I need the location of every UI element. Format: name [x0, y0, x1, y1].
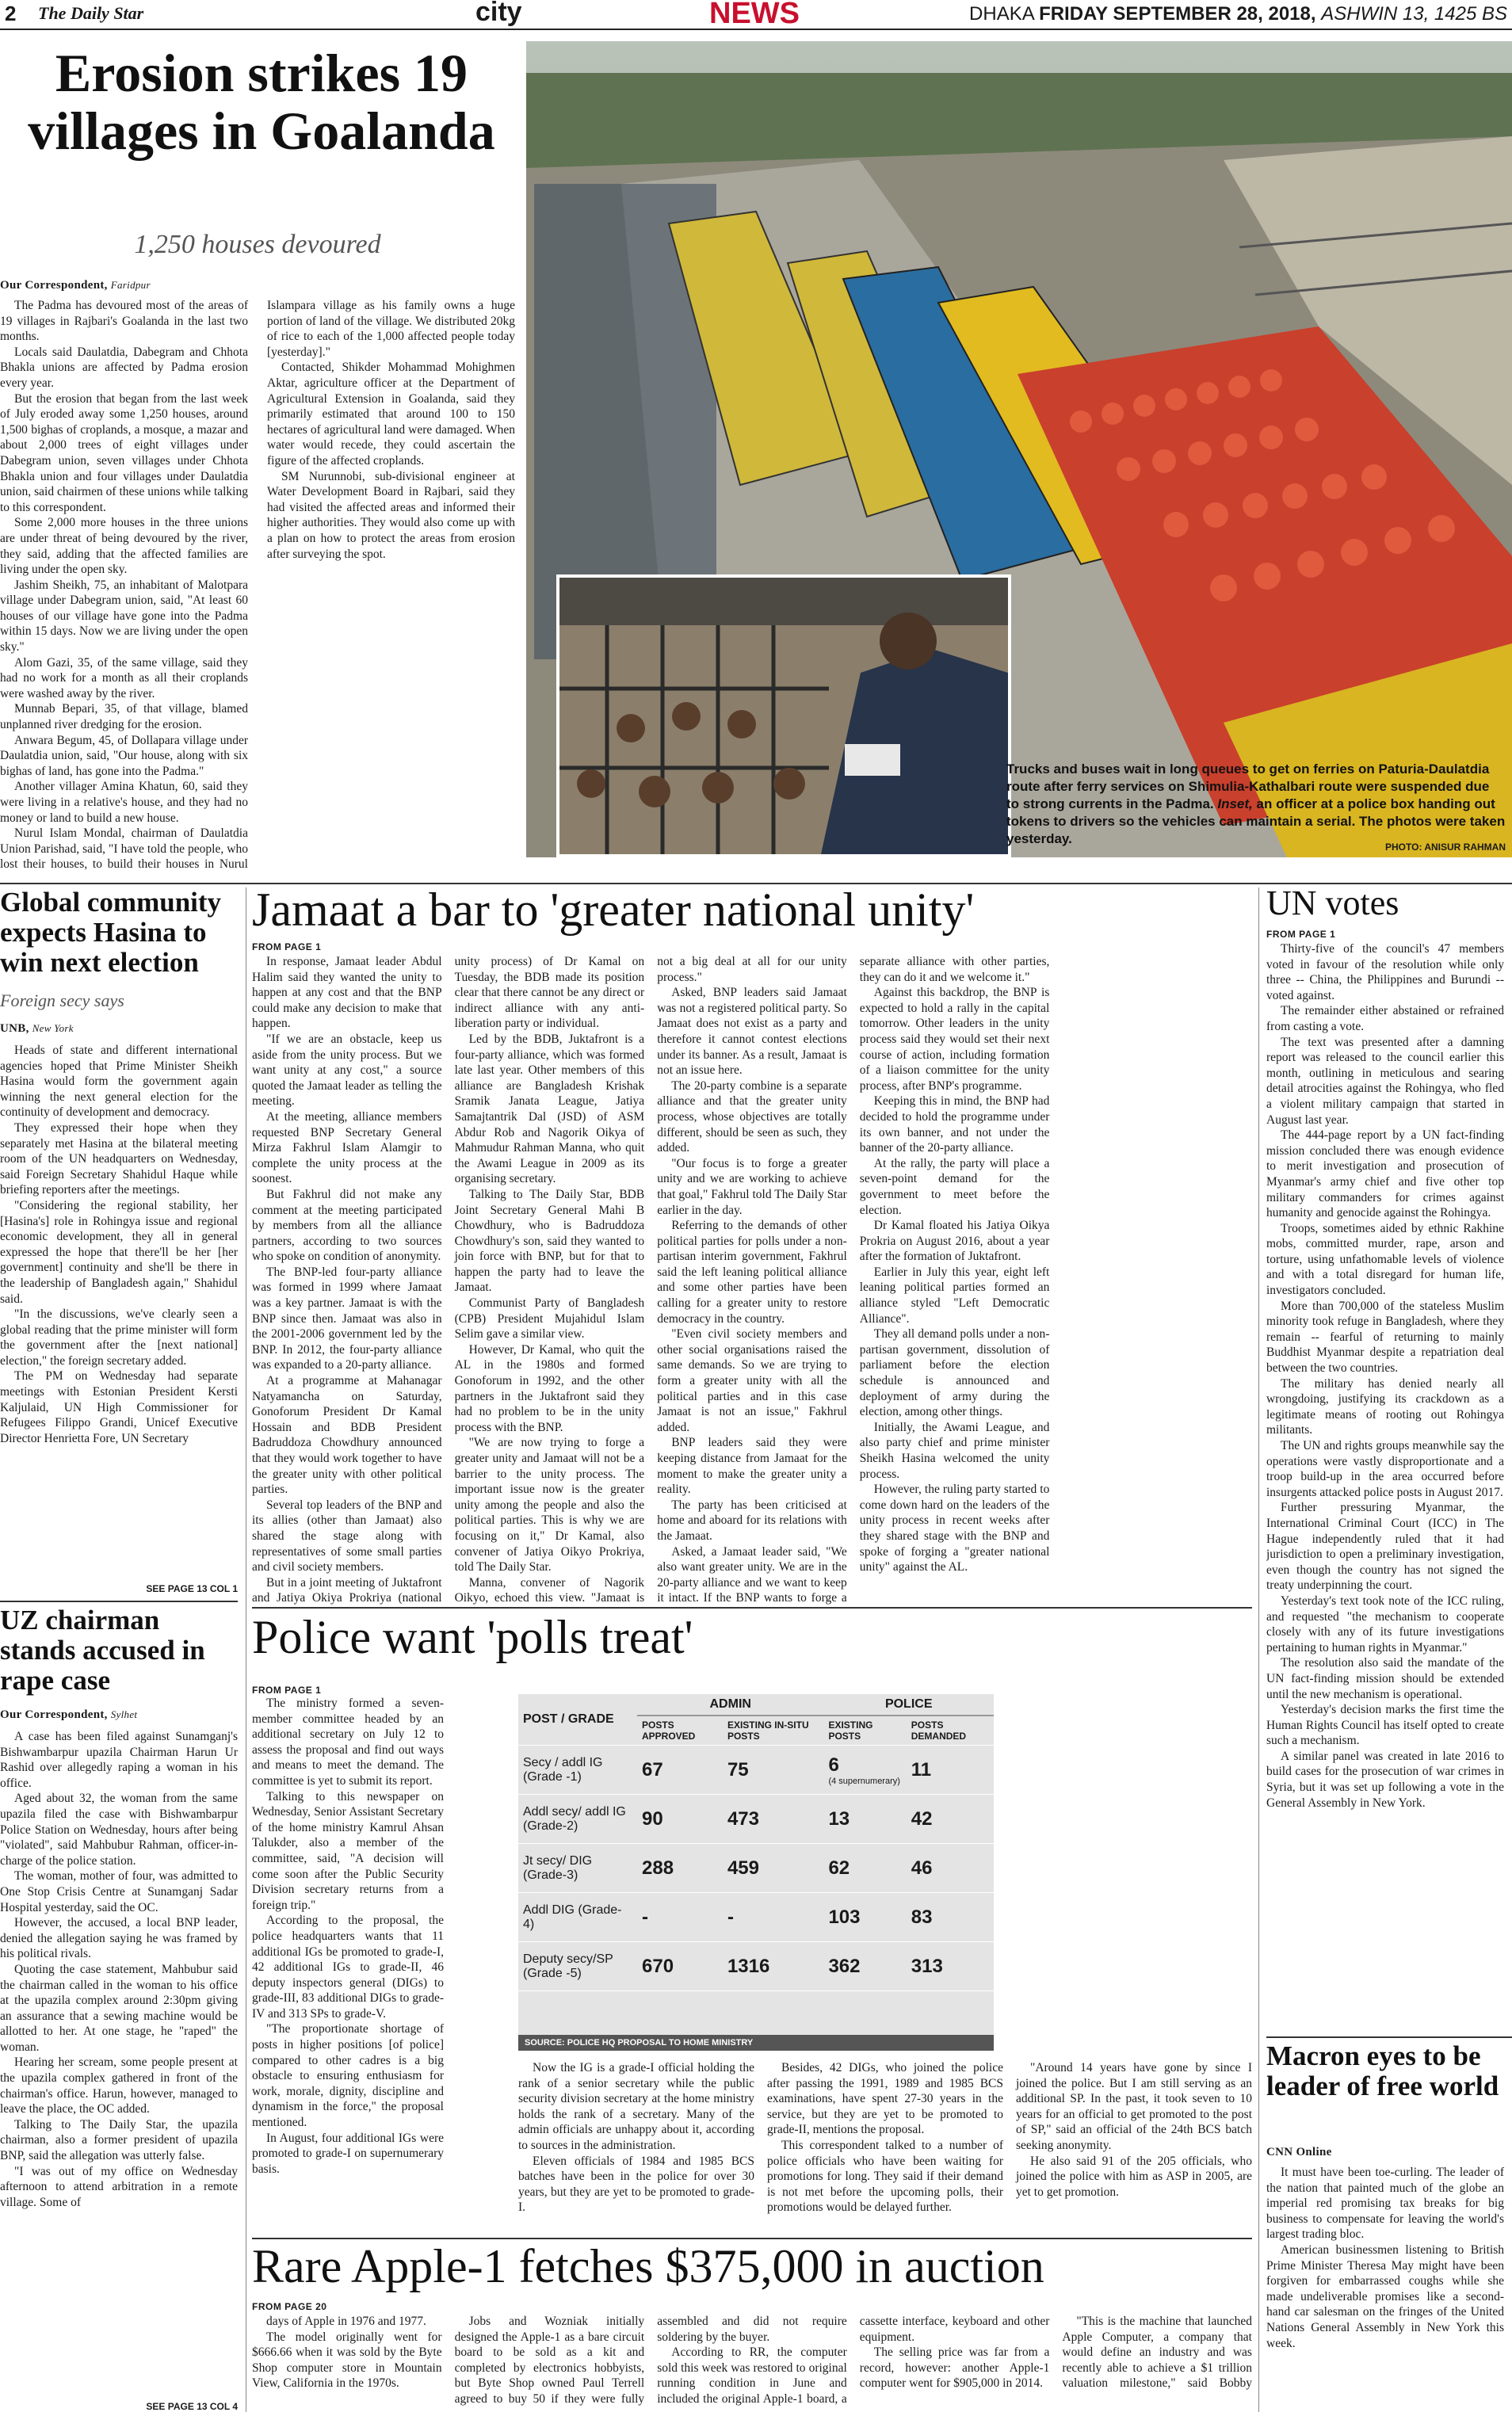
paragraph: Some 2,000 more houses in the three unions are under threat of being devoured by the river, they said, adding that the affected families are living under the open sky. — [0, 516, 248, 577]
paragraph: Eleven officials of 1984 and 1985 BCS batches have been in the police for over 30 years, but they are yet to be promoted to grade-I. — [518, 2154, 754, 2215]
paragraph: "Our focus is to forge a greater unity and we are working to achieve that goal," Fakhrul told The Daily Star earlier in the day. — [657, 1156, 847, 1217]
section-divider-2 — [252, 1607, 1252, 1609]
paragraph: The BNP-led four-party alliance was formed in 1999 where Jamaat was a key partner. Jamaat is with the BNP since then. Jamaat was also in the 2001-2006 government led by the BNP. In 2012, the four-party alliance was expanded to a 20-party alliance. — [252, 1265, 442, 1372]
cell-demanded: 46 — [911, 1857, 933, 1879]
global-body — [0, 1043, 238, 1578]
paragraph: This correspondent talked to a number of police officials who have been waiting for promotions for long. They said if their demand is not met before the upcoming polls, their promotions would be delayed further. — [767, 2138, 1003, 2215]
paragraph: A similar panel was created in late 2016 to build cases for the prosecution of war crimes in Syria, but it was set up following a vote in the General Assembly in New York. — [1266, 1749, 1504, 1810]
paragraph: According to the proposal, the police headquarters wants that 11 additional IGs be promoted to grade-I, 42 additional IGs to grade-II, 46 deputy inspectors general (DIGs) to grade-III, 83 additional DIGs to grade-IV and 313 SPs to grade-V. — [252, 1914, 444, 2021]
cell-post: Addl DIG (Grade-4) — [523, 1903, 622, 1931]
table-source: SOURCE: POLICE HQ PROPOSAL TO HOME MINISTRY — [518, 2035, 994, 2051]
paragraph: "We are now trying to forge a greater unity and Jamaat will not be a barrier to the unity process. The important issue now is the greater unity among the people and also the political parties. This is why we are focusing on it," Dr Kamal, also convener of Jatiya Oikyo Prokriya, told The Daily Star. — [454, 1436, 645, 1574]
section-divider-3 — [252, 2238, 1252, 2239]
paragraph: SM Nurunnobi, sub-divisional engineer at Water Development Board in Rajbari, said they had visited the affected areas and informed their higher authorities. They would also come up with a plan on how to protect the areas from erosion after surveying the spot. — [267, 469, 515, 561]
cell-post: Secy / addl IG (Grade -1) — [523, 1755, 603, 1784]
paragraph: But Fakhrul did not make any comment at the meeting participated by members from all the alliance partners, according to two sources who spoke on condition of anonymity. — [252, 1187, 442, 1264]
police-headline: Police want 'polls treat' — [252, 1611, 693, 1663]
paragraph: Led by the BDB, Juktafront is a four-party alliance, which was formed late last year. Other members of this alliance are Bangladesh Krishak Sramik Janata League, Jatiya Samajtantrik Dal (JSD) of ASM Abdur Rob and Nagorik Oikya of Mahmudur Rahman Manna, who quit the Awami League in 2009 as its organising secretary. — [454, 1032, 645, 1186]
table-row — [518, 1844, 994, 1893]
paragraph: The 444-page report by a UN fact-finding mission concluded there was enough evidence to merit investigation and prosecution of Myanmar's army chief and five other top military commanders for crimes against humanity and genocide against the Rohingya. — [1266, 1128, 1504, 1220]
paragraph: In response, Jamaat leader Abdul Halim said they wanted the unity to happen at any cost and that the BNP could make any decision to make that happen. — [252, 955, 442, 1031]
cell-existing: 62 — [828, 1857, 850, 1879]
page-header — [0, 0, 1512, 30]
paragraph: The UN and rights groups meanwhile say the operations were vastly disproportionate and a troop build-up in the area occurred before insurgents attacked police posts in August 2017. — [1266, 1439, 1504, 1499]
paragraph: "The proportionate shortage of posts in higher positions [of police] compared to other cadres is a big obstacle to ensuring enthusiasm for work, morale, dignity, discipline and dynamism in the force," the proposal mentioned. — [252, 2022, 444, 2130]
paragraph: According to RR, the computer sold this week was restored to original running condition in June and included the original Apple-1 board, a cassette interface, keyboard and other equipment. — [657, 2315, 1050, 2406]
promotion-table-grid — [518, 1694, 994, 1991]
paragraph: Talking to The Daily Star, BDB Joint Secretary General Mahi B Chowdhury, who is Badruddoza Chowdhury's son, said they wanted to join force with BNP, but for that to happen the party had to leave the Jamaat. — [454, 1187, 645, 1295]
paragraph: The model originally went for $666.66 when it was sold by the Byte Shop computer store in Mountain View, California in the 1970s. — [252, 2330, 442, 2391]
global-byline: UNB, New York — [0, 1022, 74, 1035]
apple-story — [252, 2241, 1252, 2415]
table-row — [518, 1893, 994, 1942]
paragraph: Locals said Daulatdia, Dabegram and Chhota Bhakla unions are affected by Padma erosion every year. — [0, 345, 248, 390]
col-posts-approved: POSTS APPROVED — [637, 1716, 723, 1746]
paragraph: However, the ruling party started to come down hard on the leaders of the unity process in recent weeks after they shared stage with the BNP and spoke of forging a "greater national unity" against the AL. — [859, 1483, 1050, 1574]
apple-headline: Rare Apple-1 fetches $375,000 in auction — [252, 2240, 1044, 2292]
page-number: 2 — [5, 2, 17, 25]
paragraph: Troops, sometimes aided by ethnic Rakhine mobs, committed murder, rape, arson and torture, using unfathomable levels of violence and with a total disregard for human life, investigators concluded. — [1266, 1221, 1504, 1298]
paragraph: Further pressuring Myanmar, the International Criminal Court (ICC) in The Hague independently ruled that it had jurisdiction to open a preliminary investigation, even though the country has not signed the treaty underpinning the court. — [1266, 1501, 1504, 1593]
photo-caption: Trucks and buses wait in long queues to get on ferries on Paturia-Daulatdia route after ferry services on Shimulia-Kathalbari route were suspended due to strong currents in the Padma. Inset, an officer at a police box handing out tokens to drivers so the vehicles can maintain a serial. The photos were taken yesterday. — [1006, 761, 1506, 846]
inset-photo — [556, 574, 1011, 857]
un-body — [1266, 941, 1504, 2025]
paragraph: "In the discussions, we've clearly seen a global reading that the prime minister will form the government after the [next national] election," the foreign secretary added. — [0, 1307, 238, 1368]
paragraph: At the meeting, alliance members requested BNP Secretary General Mirza Fakhrul Islam Alamgir to complete the unity process at the soonest. — [252, 1109, 442, 1186]
paragraph: Communist Party of Bangladesh (CPB) President Mujahidul Islam Selim gave a similar view. — [454, 1296, 645, 1342]
group-admin: ADMIN — [637, 1694, 823, 1716]
police-from-page: FROM PAGE 1 — [252, 1685, 322, 1696]
paragraph: Against this backdrop, the BNP is expected to hold a rally in the capital tomorrow. Other leaders in the unity process said they would set their next course of action, including formation of a liaison committee for the unity process, after BNP's programme. — [859, 986, 1050, 1093]
paragraph: The PM on Wednesday had separate meetings with Estonian President Kersti Kaljulaid, UN High Commissioner for Refugees Filippo Grandi, Unicef Executive Director Henrietta Fore, UN Secretary — [0, 1369, 238, 1445]
paragraph: The Padma has devoured most of the areas of 19 villages in Rajbari's Goalanda in the last two months. — [0, 299, 248, 344]
section-name: city — [475, 0, 522, 27]
cell-existing: 6 — [828, 1754, 839, 1776]
paragraph: Hearing her scream, some people present at the upazila complex gathered in front of the chairman's office. Harun, however, managed to leave the place, the OC added. — [0, 2055, 238, 2116]
paragraph: Anwara Begum, 45, of Dollapara village under Daulatdia union, said, "Our house, along with six bighas of land, has gone into the Padma." — [0, 733, 248, 778]
police-body-right — [518, 2060, 1252, 2219]
cell-demanded: 313 — [911, 1955, 943, 1977]
photo-caption-block — [1006, 761, 1506, 856]
global-headline: Global community expects Hasina to win next election — [0, 887, 222, 978]
uz-body — [0, 1729, 238, 2398]
paragraph: Contacted, Shikder Mohammad Mohighmen Aktar, agriculture officer at the Department of Agricultural Extension in Goalanda, said they primarily estimated that around 100 to 150 hectares of agricultural land were damaged. When water would recede, they could ascertain the figure of the affected croplands. — [267, 361, 515, 468]
table-row — [518, 1746, 994, 1795]
paragraph: The resolution also said the mandate of the UN fact-finding mission should be extended until the new mechanism is operational. — [1266, 1656, 1504, 1701]
paragraph: "Considering the regional stability, her [Hasina's] role in Rohingya issue and regional economic development, they all in general expressed the hope that there'll be her [her government] continuity and she'll be there in the leadership of Bangladesh again," Shahidul said. — [0, 1198, 238, 1306]
col-posts-demanded: POSTS DEMANDED — [907, 1716, 994, 1746]
police-body-left — [252, 1696, 444, 2219]
paragraph: It must have been toe-curling. The leader of the nation that painted much of the globe an imperial red promising tax breaks for big business to compensate for leaving the world's largest trading bloc. — [1266, 2166, 1504, 2242]
column-divider — [0, 1601, 238, 1602]
erosion-story — [0, 40, 515, 872]
paragraph: Asked, BNP leaders said Jamaat was not a registered political party. So Jamaat does not exist as a party and therefore it cannot contest elections under its banner. As a result, Jamaat is not an issue here. — [657, 986, 847, 1078]
paragraph: The selling price was far from a record, however: another Apple-1 computer went for $905,000 in 2014. — [859, 2345, 1050, 2391]
cell-existing: 13 — [828, 1807, 850, 1830]
un-story — [1266, 884, 1512, 2025]
cell-insitu: 459 — [727, 1857, 759, 1879]
paragraph: Dr Kamal floated his Jatiya Oikya Prokria on August 2016, about a year after the formation of Juktafront. — [859, 1219, 1050, 1264]
paragraph: BNP leaders said they were keeping distance from Jamaat for the moment to make the greater unity a reality. — [657, 1436, 847, 1497]
paragraph: Manna, convener of Nagorik Oikyo, echoed this view. "Jamaat is not a big deal at all for our unity process." — [454, 955, 847, 1605]
paragraph: They all demand polls under a non-partisan government, dissolution of parliament before the election schedule is announced and deployment of army during the election, among other things. — [859, 1327, 1050, 1419]
paragraph: Heads of state and different international agencies hoped that Prime Minister Sheikh Hasina would form the government again winning the next general election for the continuity of development and democracy. — [0, 1044, 238, 1120]
paragraph: However, the accused, a local BNP leader, denied the allegation saying he was framed by his political rivals. — [0, 1916, 238, 1961]
cell-approved: 670 — [642, 1955, 674, 1977]
paragraph: Munnab Bepari, 35, of that village, blamed unplanned river dredging for the erosion. — [0, 702, 248, 732]
apple-from-page: FROM PAGE 20 — [252, 2301, 327, 2312]
cell-existing: 362 — [828, 1955, 861, 1977]
cell-post: Jt secy/ DIG (Grade-3) — [523, 1853, 593, 1882]
paragraph: Several top leaders of the BNP and its allies (other than Jamaat) also shared the stage along with representatives of some small parties and civil society members. — [252, 1498, 442, 1574]
jamaat-headline: Jamaat a bar to 'greater national unity' — [252, 884, 975, 936]
paragraph: Talking to this newspaper on Wednesday, Senior Assistant Secretary of the home ministry Kamrul Ahsan Talukder, also a member of the committee, said, "A decision will come soon after the Public Security Division secretary returns from a foreign trip." — [252, 1789, 444, 1912]
paragraph: "This is the machine that launched Apple Computer, a company that would define an industry and was recently able to achieve a $1 trillion valuation milestone," said Bobby — [1062, 2315, 1252, 2391]
cell-post: Deputy secy/SP (Grade -5) — [523, 1952, 613, 1980]
uz-byline: Our Correspondent, Sylhet — [0, 1708, 138, 1721]
paragraph: Initially, the Awami League, and also party chief and prime minister Sheikh Hasina welcomed the unity process. — [859, 1420, 1050, 1481]
ferry-queue-photo — [526, 41, 1512, 857]
paragraph: "I was out of my office on Wednesday afternoon to attend arbitration in a remote village. Some of — [0, 2164, 238, 2209]
cell-insitu: 75 — [727, 1758, 749, 1781]
paragraph: Asked, a Jamaat leader said, "We also want greater unity. We are in the 20-party alliance and we want to keep it intact. If the BNP wants to forge a separate alliance with other parties, they can do it and we welcome it." — [657, 955, 1050, 1605]
paragraph: At a programme at Mahanagar Natyamancha on Saturday, Gonoforum President Dr Kamal Hossain and BDB President Badruddoza Chowdhury announced that they would work together to have the greater unity with other political parties. — [252, 1374, 442, 1497]
paragraph: But in a joint meeting of Juktafront and Jatiya Okiya Prokriya (national unity process) of Dr Kamal on Tuesday, the BDB made its position clear that there cannot be any direct or indirect alliance with any anti-liberation party or individual. — [252, 955, 645, 1605]
paragraph: Jobs and Wozniak initially designed the Apple-1 as a bare circuit board to be sold as a kit and completed by electronics hobbyists, but Byte Shop owned Paul Terrell agreed to buy 50 if they were fully assembled and did not require soldering by the buyer. — [454, 2315, 847, 2406]
macron-byline: CNN Online — [1266, 2146, 1332, 2158]
apple-body — [252, 2314, 1252, 2412]
jamaat-story — [252, 884, 1252, 1635]
paragraph: "If we are an obstacle, keep us aside from the unity process. But we want unity at any cost," a source quoted the Jamaat leader as telling the meeting. — [252, 1032, 442, 1109]
col-existing-posts: EXISTING POSTS — [823, 1716, 906, 1746]
macron-body — [1266, 2165, 1504, 2410]
paragraph: They expressed their hope when they separately met Hasina at the bilateral meeting room of the UN headquarters on Wednesday, said Foreign Secretary Shahidul Haque while briefing reporters after the meetings. — [0, 1120, 238, 1197]
paragraph: Talking to The Daily Star, the upazila chairman, also a former president of upazila BNP, said the allegation was utterly false. — [0, 2117, 238, 2163]
masthead-logo: The Daily Star — [38, 3, 144, 23]
vertical-rule-right — [1258, 887, 1259, 2412]
paragraph: Yesterday's decision marks the first time the Human Rights Council has itself opted to create such a mechanism. — [1266, 1703, 1504, 1748]
section-tag: NEWS — [709, 0, 800, 30]
paragraph: Referring to the demands of other political parties for polls under a non-partisan interim government, Fakhrul said the left leaning political alliance and some other parties have been calling for a greater unity to restore democracy in the country. — [657, 1219, 847, 1326]
jamaat-body — [252, 954, 1252, 1609]
paragraph: Yesterday's text took note of the ICC ruling, and requested "the mechanism to cooperate closely with any of its future investigations pertaining to human rights in Myanmar." — [1266, 1593, 1504, 1655]
dateline: DHAKA FRIDAY SEPTEMBER 28, 2018, ASHWIN 13, 1425 BS — [969, 3, 1507, 25]
cell-insitu: - — [727, 1906, 734, 1928]
paragraph: More than 700,000 of the stateless Muslim minority took refuge in Bangladesh, where they remain -- fearful of returning to mainly Buddhist Myanmar despite a repatriation deal between the two countries. — [1266, 1299, 1504, 1376]
paragraph: Quoting the case statement, Mahbubur said the chairman called in the woman to his office at the upazila complex around 2:30pm giving an assurance that a sewing machine would be allotted to her. At one stage, he "raped" the woman. — [0, 1962, 238, 2054]
group-police: POLICE — [823, 1694, 994, 1716]
table-row — [518, 1942, 994, 1991]
paragraph: At the rally, the party will place a seven-point demand for the government to meet before the election. — [859, 1156, 1050, 1217]
macron-headline: Macron eyes to be leader of free world — [1266, 2040, 1499, 2101]
paragraph: The woman, mother of four, was admitted to One Stop Crisis Centre at Sunamganj Sadar Hospital yesterday, said the OC. — [0, 1869, 238, 1914]
paragraph: Another villager Amina Khatun, 60, said they were living in a relative's house, and they had no money or land to build a new house. — [0, 780, 248, 825]
un-headline: UN votes — [1266, 884, 1399, 922]
paragraph: A case has been filed against Sunamganj's Bishwambarpur upazila Chairman Harun Ur Rashid over allegedly raping a woman in his office. — [0, 1730, 238, 1790]
photo-credit: PHOTO: ANISUR RAHMAN — [1385, 842, 1506, 853]
paragraph: The remainder either abstained or refrained from casting a vote. — [1266, 1004, 1504, 1033]
uz-see-page: SEE PAGE 13 COL 4 — [146, 2401, 238, 2412]
macron-story — [1266, 2041, 1512, 2414]
cell-approved: 288 — [642, 1857, 674, 1879]
cell-approved: 67 — [642, 1758, 663, 1781]
paragraph: In August, four additional IGs were promoted to grade-I on supernumerary basis. — [252, 2131, 444, 2176]
erosion-body — [0, 298, 515, 883]
paragraph: Earlier in July this year, eight left leaning political parties formed an alliance styled "Left Democratic Alliance". — [859, 1265, 1050, 1326]
paragraph: Keeping this in mind, the BNP had decided to hold the programme under its own banner, and not under the banner of the 20-party alliance. — [859, 1094, 1050, 1155]
global-see-page: SEE PAGE 13 COL 1 — [146, 1583, 238, 1594]
paragraph: Jashim Sheikh, 75, an inhabitant of Malotpara village under Dabegram union, said, "At least 60 houses of our village have gone into the Padma within 15 days. Now we are living under the open sky." — [0, 578, 248, 655]
paragraph: Besides, 42 DIGs, who joined the police after passing the 1991, 1989 and 1985 BCS examinations, have spent 27-30 years in the service, but they are yet to be promoted to grade-II, mentions the proposal. — [767, 2061, 1003, 2137]
uz-story — [0, 1605, 238, 2414]
cell-approved: 90 — [642, 1807, 663, 1830]
paragraph: Alom Gazi, 35, of the same village, said they had no work for a month as all their croplands were washed away by the river. — [0, 655, 248, 700]
un-from-page: FROM PAGE 1 — [1266, 929, 1336, 940]
erosion-byline: Our Correspondent, Faridpur — [0, 279, 151, 292]
paragraph: The military has denied nearly all wrongdoing, justifying its crackdown as a legitimate means of rooting out Rohingya militants. — [1266, 1376, 1504, 1437]
paragraph: However, Dr Kamal, who quit the AL in the 1980s and formed Gonoforum in 1992, and the other partners in the Juktafront said they had no problem to be in the unity process with the BNP. — [454, 1342, 645, 1434]
table-row — [518, 1795, 994, 1844]
paragraph: The 20-party combine is a separate alliance and that the greater unity process, whose objectives are totally different, should be seen as such, they added. — [657, 1078, 847, 1155]
cell-post: Addl secy/ addl IG (Grade-2) — [523, 1804, 626, 1833]
global-deck: Foreign secy says — [0, 990, 124, 1010]
column-divider-right — [1266, 2036, 1512, 2038]
paragraph: The ministry formed a seven-member committee headed by an additional secretary on July 12 to assess the proposal and find out ways and means to meet the demand. The committee is yet to submit its report. — [252, 1697, 444, 1788]
cell-existing: 103 — [828, 1906, 861, 1928]
paragraph: Thirty-five of the council's 47 members voted in favour of the resolution while only three -- China, the Philippines and Burundi -- voted against. — [1266, 942, 1504, 1002]
police-story — [252, 1612, 1252, 2246]
paragraph: Now the IG is a grade-I official holding the rank of a senior secretary while the public security division secretary at the home ministry holds the rank of a secretary. Many of the admin officials are unhappy about it, according to sources in the administration. — [518, 2061, 754, 2152]
paragraph: Nurul Islam Mondal, chairman of Daulatdia Union Parishad, said, "I have told the people, who lost their houses, to build their houses in Nurul Islampara village as his family owns a huge portion of land of the village. We distributed 20kg of rice to each of the 1,000 affected people today [yesterday]." — [0, 299, 515, 872]
paragraph: The text was presented after a damning report was released to the council earlier this month, outlining in meticulous and searing detail atrocities against the Rohingya, who fled a violent military campaign that started in August last year. — [1266, 1035, 1504, 1127]
police-box-illustration — [559, 578, 1008, 854]
paragraph: American businessmen listening to British Prime Minister Theresa May might have been forgiven for embarrassed coughs while she made undeliverable promises like a second-hand car salesman on the fringes of the United Nations General Assembly in New York this week. — [1266, 2242, 1504, 2350]
jamaat-from-page: FROM PAGE 1 — [252, 941, 322, 952]
cell-demanded: 42 — [911, 1807, 933, 1830]
cell-insitu: 473 — [727, 1807, 759, 1830]
erosion-deck: 1,250 houses devoured — [134, 230, 381, 259]
col-existing-insitu: EXISTING IN-SITU POSTS — [723, 1716, 824, 1746]
uz-headline: UZ chairman stands accused in rape case — [0, 1605, 205, 1696]
paragraph: But the erosion that began from the last week of July eroded away some 1,250 houses, around 1,500 bighas of croplands, a mosque, a mazar and about 2,000 trees of eight villages under Dabegram union, seven villages under Chhota Bhakla union and four villages under Daulatdia union, said chairmen of these unions while talking to this correspondent. — [0, 391, 248, 514]
global-story — [0, 887, 238, 1601]
cell-demanded: 11 — [911, 1758, 932, 1781]
paragraph: "Around 14 years have gone by since I joined the police. But I am still serving as an additional SP. In the past, it took seven to 10 years for an official to get promoted to the post of SP," said an official of the 24th BCS batch seeking anonymity. — [1016, 2061, 1252, 2152]
cell-demanded: 83 — [911, 1906, 933, 1928]
promotion-table — [518, 1694, 994, 2051]
paragraph: The party has been criticised at home and aboard for its relations with the Jamaat. — [657, 1498, 847, 1543]
cell-note: (4 supernumerary) — [828, 1776, 900, 1786]
cell-insitu: 1316 — [727, 1955, 770, 1977]
erosion-headline: Erosion strikes 19 villages in Goalanda — [28, 43, 495, 162]
paragraph: He also said 91 of the 205 officials, who joined the police with him as ASP in 2005, are yet to get promotion. — [1016, 2154, 1252, 2199]
cell-approved: - — [642, 1906, 648, 1928]
col-post-grade: POST / GRADE — [518, 1694, 637, 1746]
paragraph: Aged about 32, the woman from the same upazila filed the case with Bishwambarpur Police Station on Wednesday, hours after being "violated", said Mahbubur Rahman, officer-in-charge of the police station. — [0, 1792, 238, 1868]
paragraph: "Even civil society members and other social organisations raised the same demands. So we are trying to form a greater unity with all the political parties and in this case Jamaat is not an issue," Fakhrul added. — [657, 1327, 847, 1434]
paragraph: days of Apple in 1976 and 1977. — [266, 2315, 426, 2328]
